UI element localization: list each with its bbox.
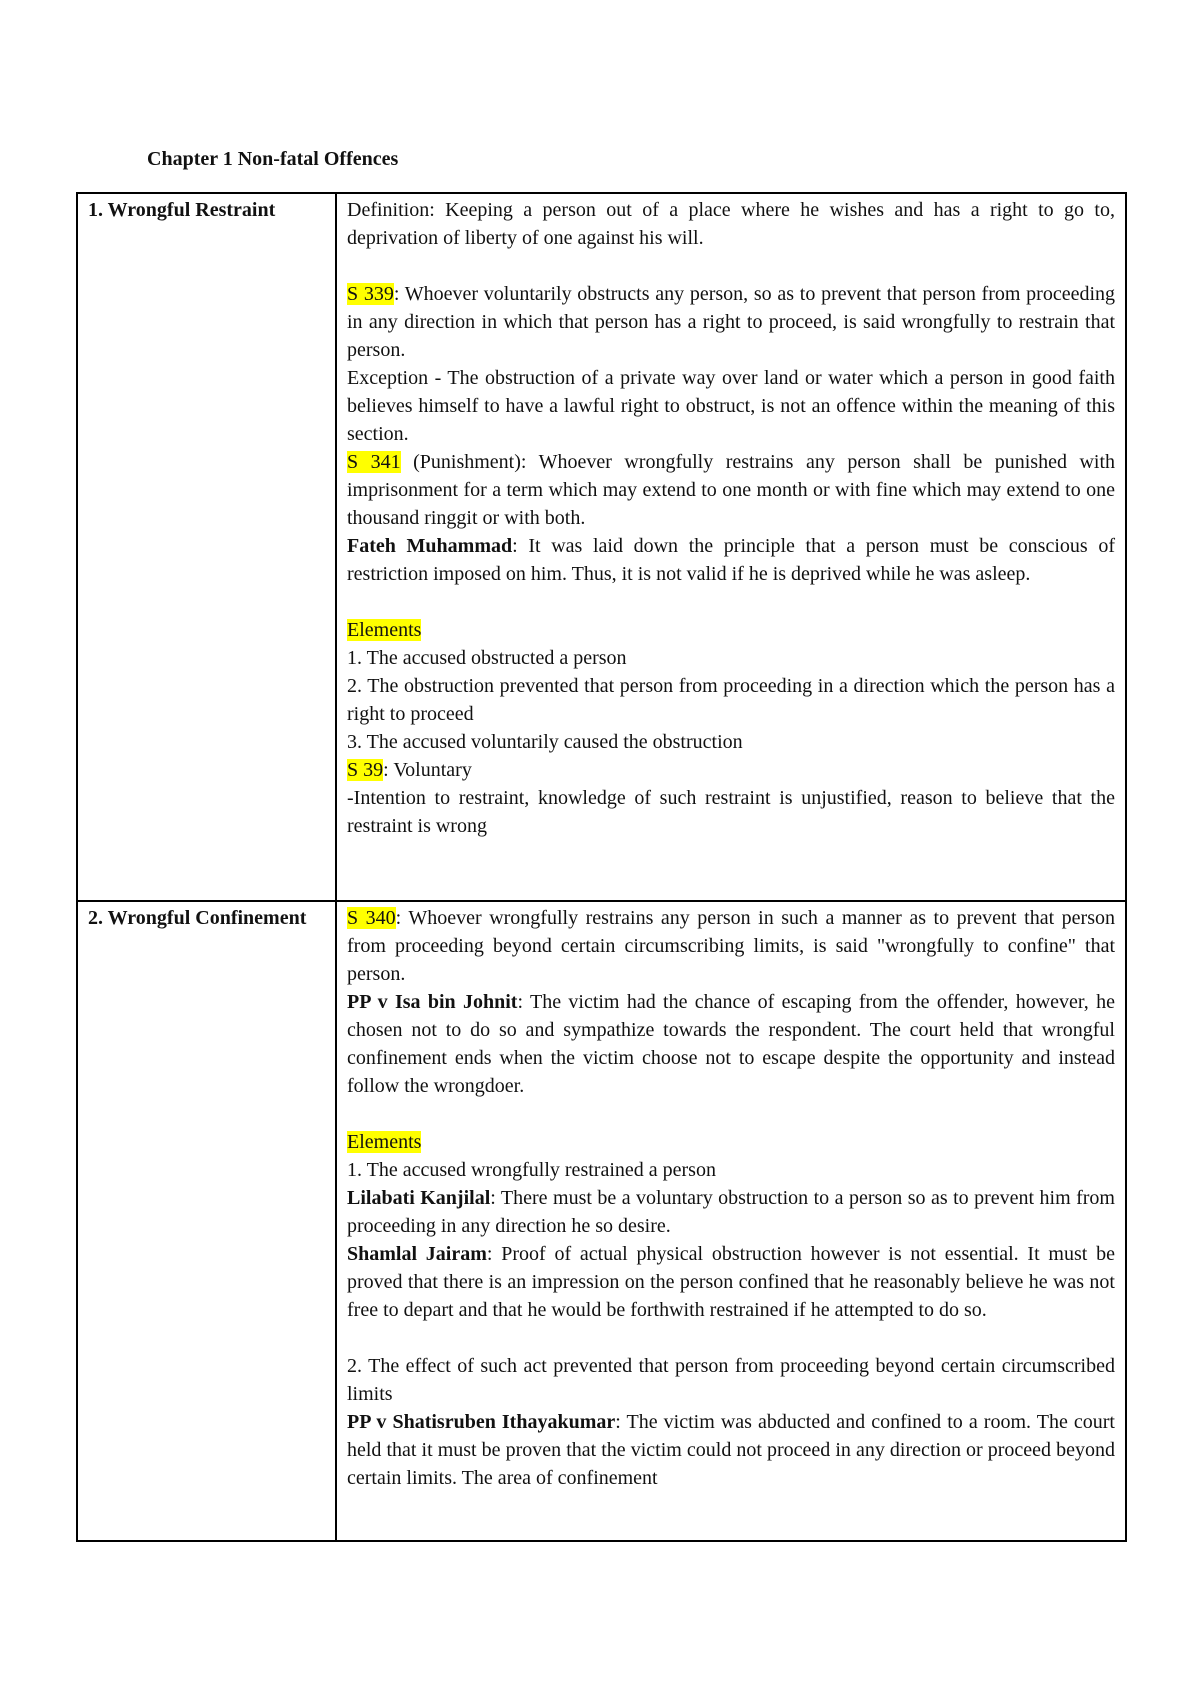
case-name-shamlal: Shamlal Jairam bbox=[347, 1243, 487, 1265]
row-content-cell bbox=[336, 901, 1126, 1541]
definition-text: Definition: Keeping a person out of a place where he wishes and has a right to go to, deprivation of liberty of one against his will. bbox=[347, 199, 1115, 249]
case-text-isa: : The victim had the chance of escaping from the offender, however, he chosen not to do so and sympathize towards the respondent. The court held that wrongful confinement ends when the victim choose not to escape despite the opportunity and instead follow the wrongdoer. bbox=[347, 991, 1115, 1097]
intention-text: -Intention to restraint, knowledge of such restraint is unjustified, reason to believe that the restraint is wrong bbox=[347, 787, 1115, 837]
section-39-label: S 39 bbox=[347, 759, 384, 781]
case-text-shatis: : The victim was abducted and confined to a room. The court held that it must be proven that the victim could not proceed in any direction or proceed beyond certain limits. The area of confinement bbox=[347, 1411, 1115, 1489]
section-340-paragraph bbox=[347, 904, 1115, 988]
element-item: 2. The obstruction prevented that person from proceeding in a direction which the person has a right to proceed bbox=[347, 675, 1115, 725]
element-item: 1. The accused obstructed a person bbox=[347, 647, 627, 669]
elements-label: Elements bbox=[347, 619, 422, 641]
element-item: 2. The effect of such act prevented that person from proceeding beyond certain circumscribed limits bbox=[347, 1355, 1115, 1405]
row-heading: 1. Wrongful Restraint bbox=[88, 199, 276, 221]
element-item: 1. The accused wrongfully restrained a person bbox=[347, 1159, 716, 1181]
case-text-fateh: : It was laid down the principle that a person must be conscious of restriction imposed on him. Thus, it is not valid if he is deprived while he was asleep. bbox=[347, 535, 1115, 585]
section-340-label: S 340 bbox=[347, 907, 396, 929]
case-shatis-paragraph bbox=[347, 1408, 1115, 1492]
case-fateh-paragraph bbox=[347, 532, 1115, 588]
case-name-fateh: Fateh Muhammad bbox=[347, 535, 513, 557]
case-isa-paragraph bbox=[347, 988, 1115, 1100]
case-lilabati-paragraph bbox=[347, 1184, 1115, 1240]
case-name-isa: PP v Isa bin Johnit bbox=[347, 991, 518, 1013]
element-item: 3. The accused voluntarily caused the obstruction bbox=[347, 731, 743, 753]
section-39-text: : Voluntary bbox=[383, 759, 472, 781]
case-text-lilabati: : There must be a voluntary obstruction to a person so as to prevent him from proceeding in any direction he so desire. bbox=[347, 1187, 1115, 1237]
section-339-paragraph bbox=[347, 280, 1115, 364]
row-heading-cell bbox=[77, 193, 336, 901]
case-text-shamlal: : Proof of actual physical obstruction however is not essential. It must be proved that there is an impression on the person confined that he reasonably believe he was not free to depart and that he would be forthwith restrained if he attempted to do so. bbox=[347, 1243, 1115, 1321]
case-name-shatis: PP v Shatisruben Ithayakumar bbox=[347, 1411, 616, 1433]
table-row bbox=[77, 901, 1126, 1541]
table-row bbox=[77, 193, 1126, 901]
elements-label: Elements bbox=[347, 1131, 422, 1153]
section-39-paragraph bbox=[347, 756, 1115, 784]
row-heading: 2. Wrongful Confinement bbox=[88, 907, 307, 929]
section-341-text: (Punishment): Whoever wrongfully restrains any person shall be punished with imprisonment for a term which may extend to one month or with fine which may extend to one thousand ringgit or with both. bbox=[347, 451, 1116, 529]
section-339-label: S 339 bbox=[347, 283, 394, 305]
row-content-cell bbox=[336, 193, 1126, 901]
chapter-title: Chapter 1 Non-fatal Offences bbox=[147, 148, 399, 170]
elements-heading-paragraph bbox=[347, 616, 1115, 644]
section-341-label: S 341 bbox=[347, 451, 401, 473]
section-341-paragraph bbox=[347, 448, 1115, 532]
exception-text: Exception - The obstruction of a private way over land or water which a person in good faith believes himself to have a lawful right to obstruct, is not an offence within the meaning of this section. bbox=[347, 367, 1115, 445]
case-shamlal-paragraph bbox=[347, 1240, 1115, 1324]
offences-table bbox=[76, 192, 1127, 1542]
elements-heading-paragraph bbox=[347, 1128, 1115, 1156]
section-340-text: : Whoever wrongfully restrains any person in such a manner as to prevent that person from proceeding beyond certain circumscribing limits, is said "wrongfully to confine" that person. bbox=[347, 907, 1115, 985]
case-name-lilabati: Lilabati Kanjilal bbox=[347, 1187, 491, 1209]
row-heading-cell bbox=[77, 901, 336, 1541]
section-339-text: : Whoever voluntarily obstructs any person, so as to prevent that person from proceeding in any direction in which that person has a right to proceed, is said wrongfully to restrain that person. bbox=[347, 283, 1116, 361]
